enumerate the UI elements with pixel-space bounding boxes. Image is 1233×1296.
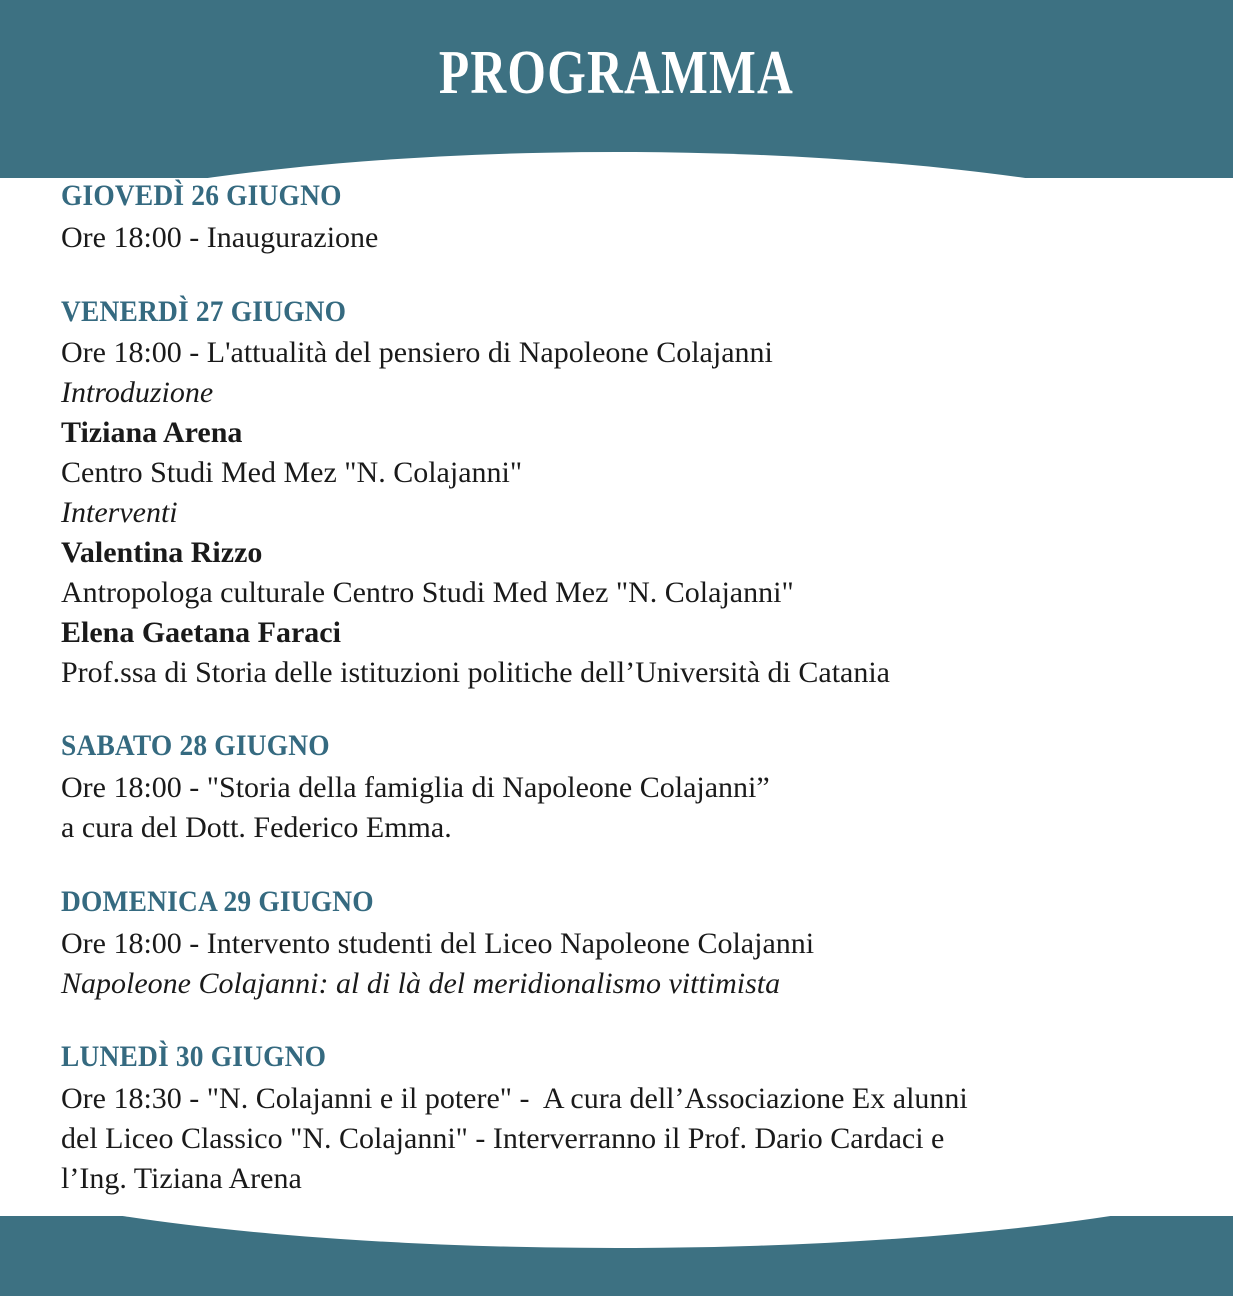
day-block xyxy=(61,728,1173,848)
program-line: Elena Gaetana Faraci xyxy=(61,615,341,649)
day-heading: SABATO 28 GIUGNO xyxy=(61,730,330,763)
program-line: Valentina Rizzo xyxy=(61,535,263,569)
program-line: Ore 18:00 - "Storia della famiglia di Napoleone Colajanni” xyxy=(61,771,770,805)
page-title: PROGRAMMA xyxy=(438,39,795,107)
footer-banner xyxy=(0,1216,1233,1296)
day-block xyxy=(61,1039,1173,1198)
program-line: Ore 18:30 - "N. Colajanni e il potere" - A cura dell’Associazione Ex alunni xyxy=(61,1082,968,1116)
program-line: del Liceo Classico "N. Colajanni" - Interverranno il Prof. Dario Cardaci e xyxy=(61,1122,945,1156)
program-line: Ore 18:00 - Intervento studenti del Liceo Napoleone Colajanni xyxy=(61,926,815,960)
program-line: l’Ing. Tiziana Arena xyxy=(61,1162,302,1195)
program-line: Napoleone Colajanni: al di là del meridionalismo vittimista xyxy=(61,966,781,1000)
program-line: Ore 18:00 - Inaugurazione xyxy=(61,220,379,254)
day-heading: GIOVEDÌ 26 GIUGNO xyxy=(61,180,342,212)
program-line: a cura del Dott. Federico Emma. xyxy=(61,811,452,845)
day-heading: VENERDÌ 27 GIUGNO xyxy=(61,295,347,328)
program-line: Tiziana Arena xyxy=(61,416,243,450)
day-block xyxy=(61,178,1173,258)
day-heading: LUNEDÌ 30 GIUGNO xyxy=(61,1041,327,1074)
program-line: Centro Studi Med Mez "N. Colajanni" xyxy=(61,456,523,490)
day-heading: DOMENICA 29 GIUGNO xyxy=(61,885,374,918)
program-line: Ore 18:00 - L'attualità del pensiero di Napoleone Colajanni xyxy=(61,336,773,370)
day-block xyxy=(61,884,1173,1004)
day-block xyxy=(61,294,1173,693)
program-line: Prof.ssa di Storia delle istituzioni politiche dell’Università di Catania xyxy=(61,655,890,689)
program-line: Introduzione xyxy=(61,376,214,410)
program-line: Antropologa culturale Centro Studi Med Mez "N. Colajanni" xyxy=(61,575,794,609)
program-line: Interventi xyxy=(61,495,178,529)
program-list xyxy=(0,178,1233,1199)
